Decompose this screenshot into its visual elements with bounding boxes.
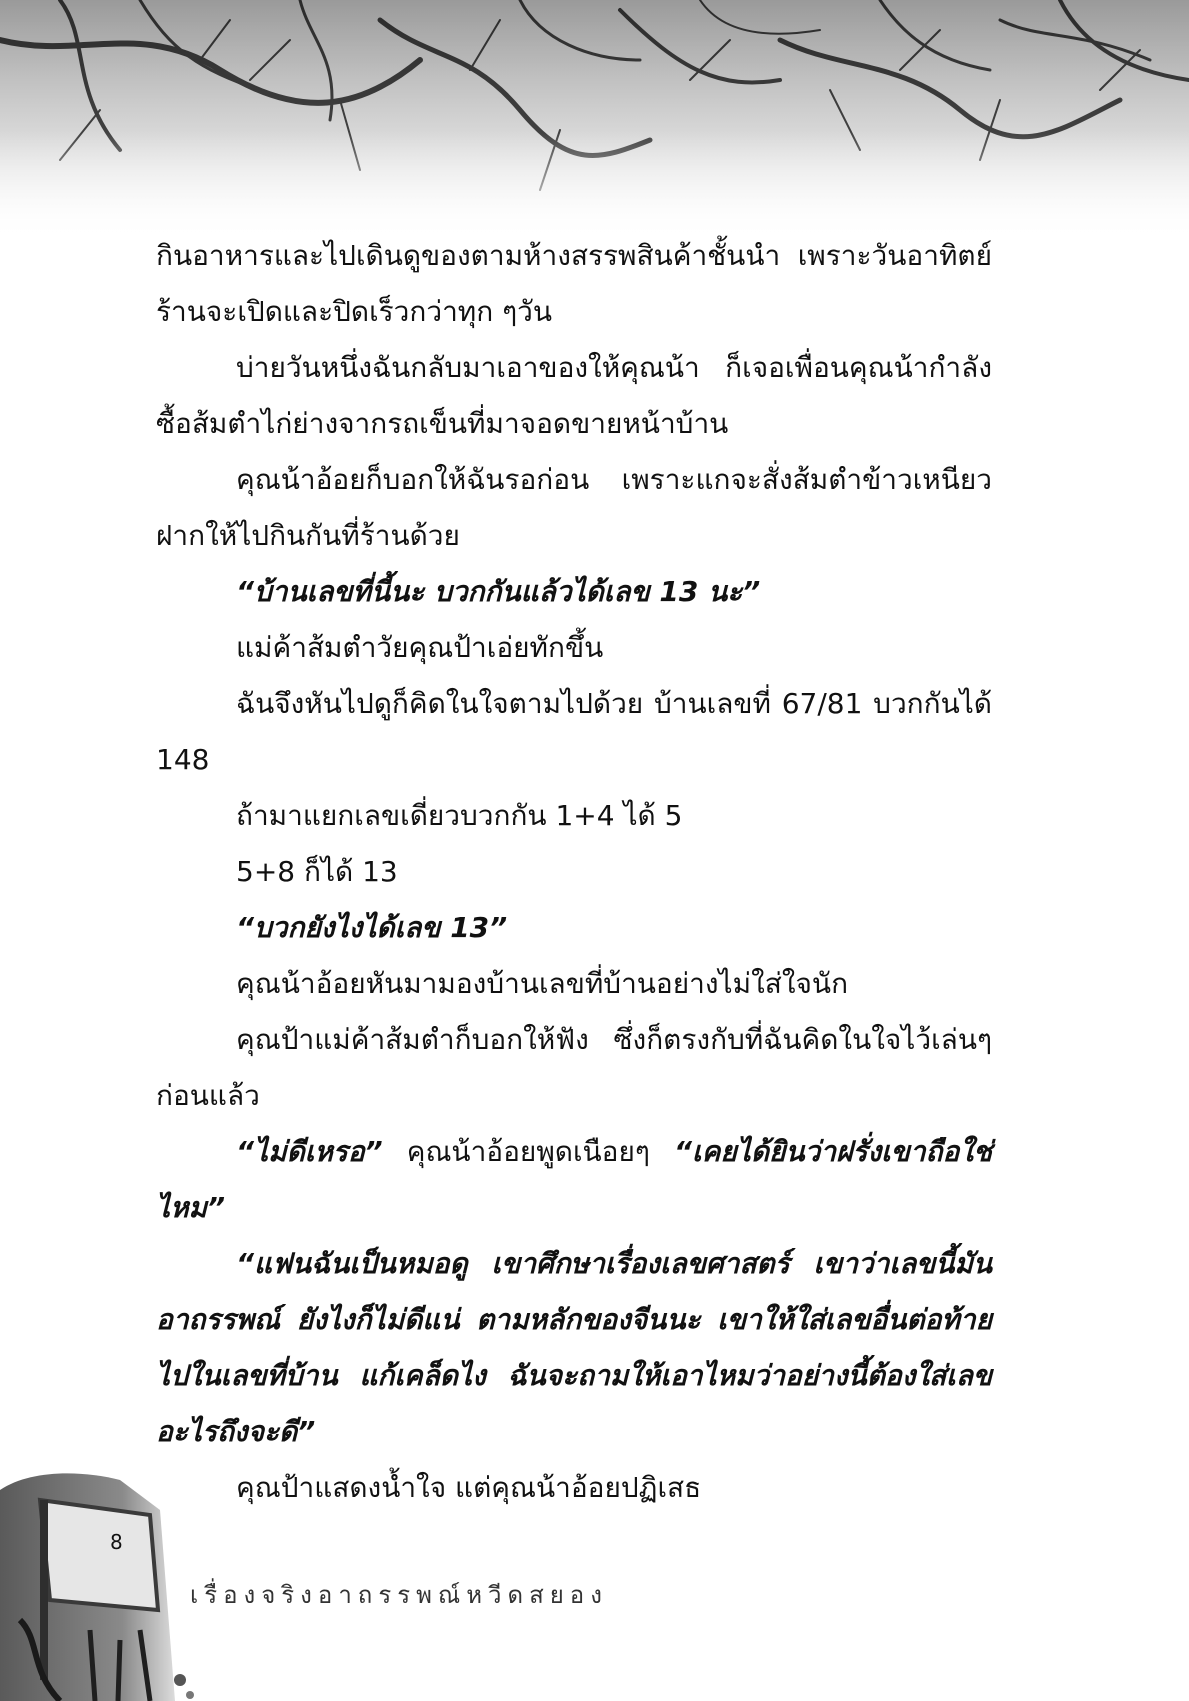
dialogue-line: “แฟนฉันเป็นหมอดู เขาศึกษาเรื่องเลขศาสตร์ เขาว่าเลขนี้มันอาถรรพณ์ ยังไงก็ไม่ดีแน่ ตามหลักของจีนนะ เขาให้ใส่เลขอื่นต่อท้ายไปในเลขที่บ้าน แก้เคล็ดไง ฉันจะถามให้เอาไหมว่าอย่างนี้ต้องใส่เลขอะไรถึงจะดี” — [156, 1247, 992, 1448]
dialogue-line: “บวกยังไงได้เลข 13” — [236, 911, 508, 944]
page-number: 8 — [110, 1530, 123, 1554]
paragraph: คุณป้าแสดงน้ำใจ แต่คุณน้าอ้อยปฏิเสธ — [236, 1471, 702, 1504]
paragraph: ถ้ามาแยกเลขเดี่ยวบวกกัน 1+4 ได้ 5 — [236, 799, 683, 832]
paragraph-mixed — [156, 1124, 992, 1236]
paragraph: ฉันจึงหันไปดูก็คิดในใจตามไปด้วย บ้านเลขที่ 67/81 บวกกันได้ 148 — [156, 687, 992, 776]
paragraph: คุณป้าแม่ค้าส้มตำก็บอกให้ฟัง ซึ่งก็ตรงกับที่ฉันคิดในใจไว้เล่นๆก่อนแล้ว — [156, 1023, 992, 1112]
paragraph: 5+8 ก็ได้ 13 — [236, 855, 398, 888]
paragraph: แม่ค้าส้มตำวัยคุณป้าเอ่ยทักขึ้น — [236, 631, 604, 664]
paragraph: กินอาหารและไปเดินดูของตามห้างสรรพสินค้าชั้นนำ เพราะวันอาทิตย์ร้านจะเปิดและปิดเร็วกว่าทุก ๆวัน — [156, 239, 992, 328]
running-title: เรื่องจริงอาถรรพณ์หวีดสยอง — [190, 1581, 608, 1609]
old-car-image — [0, 1470, 200, 1701]
paragraph: คุณน้าอ้อยก็บอกให้ฉันรอก่อน เพราะแกจะสั่งส้มตำข้าวเหนียวฝากให้ไปกินกันที่ร้านด้วย — [156, 463, 992, 552]
dialogue-quote: “ไม่ดีเหรอ” — [236, 1135, 383, 1168]
paragraph: บ่ายวันหนึ่งฉันกลับมาเอาของให้คุณน้า ก็เจอเพื่อนคุณน้ากำลังซื้อส้มตำไก่ย่างจากรถเข็นที่มาจอดขายหน้าบ้าน — [156, 351, 992, 440]
dialogue-quote: “เคยได้ยินว่าฝรั่งเขาถือใช่ไหม” — [156, 1135, 992, 1224]
dialogue-line: “บ้านเลขที่นี้นะ บวกกันแล้วได้เลข 13 นะ” — [236, 575, 761, 608]
paragraph: คุณน้าอ้อยหันมามองบ้านเลขที่บ้านอย่างไม่ใส่ใจนัก — [236, 967, 849, 1000]
body-text — [156, 228, 992, 1516]
narration: คุณน้าอ้อยพูดเนือยๆ — [382, 1135, 674, 1168]
header-branches-image — [0, 0, 1189, 240]
